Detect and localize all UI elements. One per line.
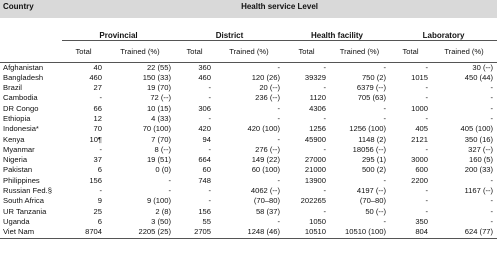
total-cell: 45900 bbox=[304, 134, 326, 144]
trained-cell: 10 (15) bbox=[146, 103, 171, 113]
total-cell: 6 bbox=[97, 165, 102, 175]
trained-cell: - bbox=[277, 62, 280, 72]
trained-cell: - bbox=[383, 216, 386, 226]
trained-cell: 7 (70) bbox=[151, 134, 171, 144]
trained-cell: 60 (100) bbox=[251, 165, 280, 175]
total-cell: - bbox=[99, 144, 102, 154]
table-row bbox=[0, 73, 497, 83]
subheader-row bbox=[0, 40, 497, 62]
trained-cell: 150 (33) bbox=[142, 72, 171, 82]
total-cell: 350 bbox=[415, 216, 428, 226]
country-cell: UR Tanzania bbox=[3, 206, 47, 216]
table-row bbox=[0, 62, 497, 73]
trained-cell: 58 (37) bbox=[255, 206, 280, 216]
total-cell: - bbox=[323, 144, 326, 154]
country-cell: Brazil bbox=[3, 83, 22, 93]
total-cell: - bbox=[208, 93, 211, 103]
total-cell: 1050 bbox=[309, 216, 326, 226]
country-cell: Bangladesh bbox=[3, 72, 44, 82]
trained-cell: - bbox=[490, 93, 494, 103]
table-row bbox=[0, 124, 497, 134]
trained-cell: 6379 (--) bbox=[356, 83, 386, 93]
table-row bbox=[0, 135, 497, 145]
total-cell: 804 bbox=[415, 227, 428, 237]
total-cell: 156 bbox=[89, 175, 102, 185]
group-header-laboratory: Laboratory bbox=[390, 18, 497, 40]
table-row bbox=[0, 217, 497, 227]
country-cell: Indonesia* bbox=[3, 124, 39, 134]
trained-cell: - bbox=[277, 175, 280, 185]
total-cell: 2705 bbox=[194, 227, 211, 237]
trained-cell: 9 (100) bbox=[146, 196, 171, 206]
total-cell: - bbox=[425, 196, 428, 206]
total-cell: 6 bbox=[97, 216, 102, 226]
total-cell: - bbox=[208, 144, 211, 154]
total-cell: - bbox=[99, 186, 102, 196]
total-cell: - bbox=[323, 83, 326, 93]
trained-cell: 18056 (--) bbox=[352, 144, 386, 154]
trained-cell: 2 (8) bbox=[155, 206, 171, 216]
total-cell: 202265 bbox=[300, 196, 326, 206]
trained-cell: - bbox=[277, 216, 280, 226]
trained-cell: - bbox=[168, 186, 171, 196]
total-cell: 664 bbox=[198, 155, 211, 165]
trained-cell: - bbox=[383, 113, 386, 123]
total-cell: - bbox=[425, 206, 428, 216]
total-cell: - bbox=[323, 186, 326, 196]
total-cell: - bbox=[323, 206, 326, 216]
subheader-total: Total bbox=[402, 46, 419, 56]
trained-cell: 19 (70) bbox=[146, 83, 171, 93]
total-cell: - bbox=[425, 83, 428, 93]
group-header-district: District bbox=[175, 18, 284, 40]
trained-cell: 3 (50) bbox=[151, 216, 171, 226]
country-cell: Uganda bbox=[3, 216, 30, 226]
country-cell: Philippines bbox=[3, 175, 40, 185]
total-cell: 94 bbox=[202, 134, 211, 144]
trained-cell: - bbox=[383, 175, 386, 185]
total-cell: 2200 bbox=[411, 175, 428, 185]
subheader-trained: Trained (%) bbox=[444, 46, 484, 56]
total-cell: 60 bbox=[202, 165, 211, 175]
trained-cell: - bbox=[490, 196, 494, 206]
trained-cell: 10510 (100) bbox=[345, 227, 386, 237]
total-cell: 1256 bbox=[309, 124, 326, 134]
trained-cell: - bbox=[490, 113, 494, 123]
subheader-trained: Trained (%) bbox=[339, 46, 380, 56]
total-cell: 4306 bbox=[309, 103, 326, 113]
total-cell: 460 bbox=[89, 72, 102, 82]
total-cell: 27 bbox=[93, 83, 102, 93]
table-row bbox=[0, 165, 497, 175]
trained-cell: - bbox=[277, 113, 280, 123]
trained-cell: 8 (--) bbox=[154, 144, 171, 154]
trained-cell: 30 (--) bbox=[472, 62, 494, 72]
total-cell: - bbox=[208, 196, 211, 206]
trained-cell: - bbox=[383, 103, 386, 113]
total-cell: 8704 bbox=[85, 227, 102, 237]
subheader-total: Total bbox=[298, 46, 315, 56]
trained-cell: 149 (22) bbox=[251, 155, 280, 165]
total-cell: 2121 bbox=[411, 134, 428, 144]
country-cell: Pakistan bbox=[3, 165, 33, 175]
trained-cell: 420 (100) bbox=[247, 124, 280, 134]
trained-cell: (70–80) bbox=[253, 196, 280, 206]
total-cell: 420 bbox=[198, 124, 211, 134]
total-cell: - bbox=[208, 113, 211, 123]
trained-cell: 405 (100) bbox=[460, 124, 494, 134]
trained-cell: 20 (--) bbox=[259, 83, 280, 93]
total-cell: 10510 bbox=[304, 227, 326, 237]
trained-cell: 120 (26) bbox=[251, 72, 280, 82]
table-row bbox=[0, 207, 497, 217]
total-cell: 1015 bbox=[411, 72, 428, 82]
table-row bbox=[0, 83, 497, 93]
trained-cell: 1256 (100) bbox=[349, 124, 386, 134]
total-cell: - bbox=[425, 186, 428, 196]
total-cell: 37 bbox=[93, 155, 102, 165]
trained-cell: 4062 (--) bbox=[250, 186, 280, 196]
country-cell: Ethiopia bbox=[3, 113, 31, 123]
total-cell: - bbox=[323, 113, 326, 123]
total-cell: 21000 bbox=[304, 165, 326, 175]
total-cell: 405 bbox=[415, 124, 428, 134]
level-group-header-row bbox=[0, 18, 497, 40]
table-row bbox=[0, 196, 497, 206]
trained-cell: 200 (33) bbox=[464, 165, 494, 175]
total-cell: - bbox=[208, 83, 211, 93]
table-header-band bbox=[0, 0, 497, 12]
total-cell: 39329 bbox=[304, 72, 326, 82]
trained-cell: 750 (2) bbox=[361, 72, 386, 82]
table-row bbox=[0, 186, 497, 196]
trained-cell: - bbox=[277, 134, 280, 144]
trained-cell: 1248 (46) bbox=[247, 227, 280, 237]
trained-cell: 160 (5) bbox=[469, 155, 494, 165]
trained-cell: 276 (--) bbox=[255, 144, 280, 154]
trained-cell: - bbox=[277, 103, 280, 113]
trained-cell: 1167 (--) bbox=[464, 186, 494, 196]
total-cell: 748 bbox=[198, 175, 211, 185]
table-row bbox=[0, 227, 497, 238]
trained-cell: 4 (33) bbox=[151, 113, 171, 123]
total-cell: 1000 bbox=[411, 103, 428, 113]
country-cell: Viet Nam bbox=[3, 227, 35, 237]
total-cell: 360 bbox=[198, 62, 211, 72]
total-cell: 306 bbox=[198, 103, 211, 113]
total-cell: 40 bbox=[93, 62, 102, 72]
total-cell: 70 bbox=[93, 124, 102, 134]
total-cell: 10¶ bbox=[89, 134, 102, 144]
total-cell: 66 bbox=[93, 103, 102, 113]
table-row bbox=[0, 93, 497, 103]
trained-cell: 500 (2) bbox=[361, 165, 386, 175]
trained-cell: 624 (77) bbox=[464, 227, 494, 237]
total-cell: 55 bbox=[202, 216, 211, 226]
country-cell: Myanmar bbox=[3, 144, 35, 154]
group-header-provincial: Provincial bbox=[62, 18, 175, 40]
table-row bbox=[0, 145, 497, 155]
total-cell: 9 bbox=[97, 196, 102, 206]
table-row bbox=[0, 155, 497, 165]
health-service-level-header: Health service Level bbox=[241, 1, 318, 11]
total-cell: - bbox=[208, 186, 211, 196]
total-cell: - bbox=[425, 93, 428, 103]
trained-cell: 0 (0) bbox=[155, 165, 171, 175]
trained-cell: 19 (51) bbox=[146, 155, 171, 165]
subheader-total: Total bbox=[186, 46, 203, 56]
country-cell: DR Congo bbox=[3, 103, 39, 113]
trained-cell: - bbox=[490, 206, 494, 216]
table-row bbox=[0, 104, 497, 114]
trained-cell: 295 (1) bbox=[361, 155, 386, 165]
trained-cell: (70–80) bbox=[359, 196, 386, 206]
table-row bbox=[0, 114, 497, 124]
trained-cell: 70 (100) bbox=[142, 124, 171, 134]
trained-cell: 236 (--) bbox=[255, 93, 280, 103]
total-cell: 156 bbox=[198, 206, 211, 216]
trained-cell: 4197 (--) bbox=[356, 186, 386, 196]
trained-cell: 327 (--) bbox=[468, 144, 494, 154]
trained-cell: - bbox=[383, 62, 386, 72]
trained-cell: - bbox=[490, 216, 494, 226]
total-cell: 27000 bbox=[304, 155, 326, 165]
trained-cell: 2205 (25) bbox=[138, 227, 171, 237]
trained-cell: - bbox=[168, 175, 171, 185]
total-cell: - bbox=[425, 62, 428, 72]
total-cell: - bbox=[425, 113, 428, 123]
trained-cell: 350 (16) bbox=[464, 134, 494, 144]
country-cell: Nigeria bbox=[3, 155, 28, 165]
trained-cell: 50 (--) bbox=[365, 206, 386, 216]
country-column-header: Country bbox=[3, 1, 34, 11]
trained-cell: 705 (63) bbox=[357, 93, 386, 103]
subheader-trained: Trained (%) bbox=[229, 46, 269, 56]
country-cell: Russian Fed.§ bbox=[3, 186, 52, 196]
total-cell: 460 bbox=[198, 72, 211, 82]
trained-cell: - bbox=[490, 103, 494, 113]
trained-cell: 22 (55) bbox=[146, 62, 171, 72]
subheader-trained: Trained (%) bbox=[120, 46, 160, 56]
subheader-total: Total bbox=[75, 46, 92, 56]
total-cell: - bbox=[323, 62, 326, 72]
total-cell: 600 bbox=[415, 165, 428, 175]
table-body bbox=[0, 62, 497, 238]
total-cell: 13900 bbox=[304, 175, 326, 185]
country-cell: Afghanistan bbox=[3, 62, 44, 72]
group-header-health-facility: Health facility bbox=[284, 18, 390, 40]
total-cell: 1120 bbox=[309, 93, 326, 103]
total-cell: - bbox=[425, 144, 428, 154]
trained-cell: 450 (44) bbox=[464, 72, 494, 82]
total-cell: 12 bbox=[93, 113, 102, 123]
total-cell: 25 bbox=[93, 206, 102, 216]
trained-cell: - bbox=[490, 83, 494, 93]
trained-cell: 1148 (2) bbox=[358, 134, 386, 144]
total-cell: - bbox=[99, 93, 102, 103]
trained-cell: 72 (--) bbox=[150, 93, 171, 103]
country-cell: Kenya bbox=[3, 134, 25, 144]
country-cell: Cambodia bbox=[3, 93, 38, 103]
trained-cell: - bbox=[490, 175, 494, 185]
total-cell: 3000 bbox=[411, 155, 428, 165]
table-row bbox=[0, 176, 497, 186]
country-cell: South Africa bbox=[3, 196, 44, 206]
